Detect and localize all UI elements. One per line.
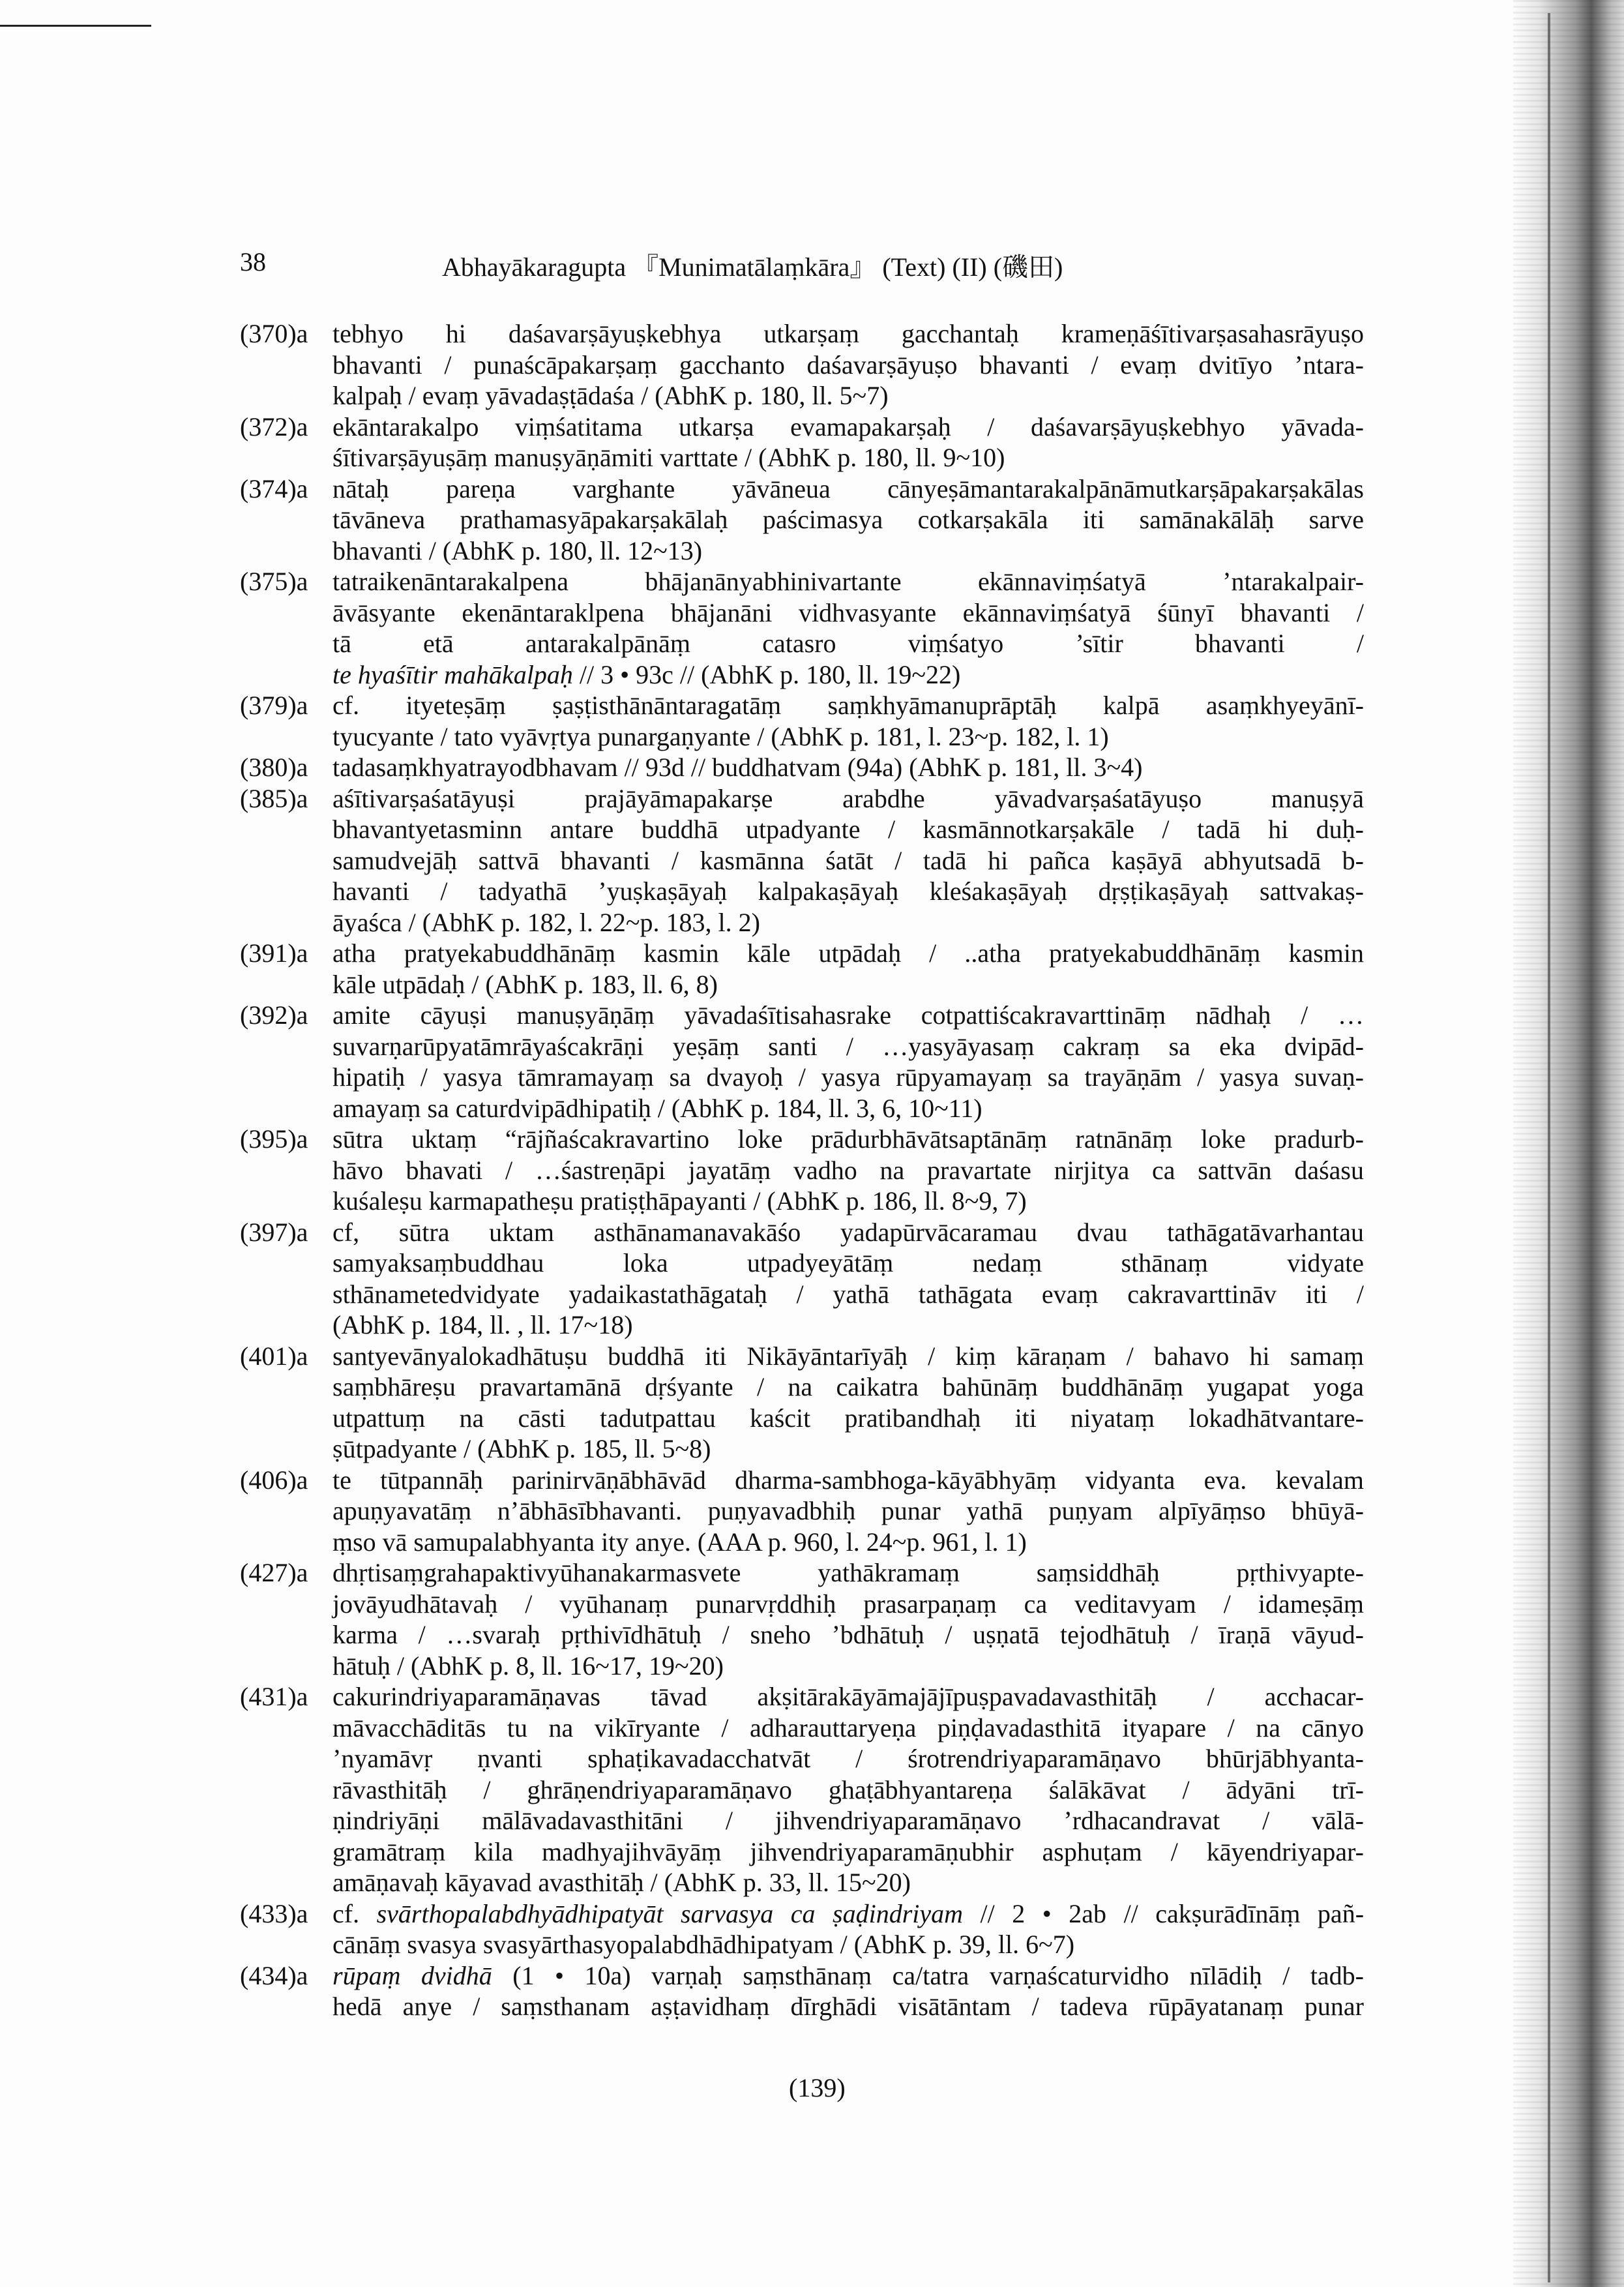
text-segment: cānāṃ svasya svasyārthasyopalabdhādhipatyam / (AbhK p. 39, ll. 6~7) <box>332 1930 1075 1959</box>
text-line <box>332 1619 1364 1651</box>
text-segment: utpattuṃ na cāsti tadutpattau kaścit pratibandhaḥ iti niyataṃ lokadhātvantare- <box>332 1403 1364 1433</box>
text-line <box>332 1031 1364 1062</box>
text-segment: havanti / tadyathā ’yuṣkaṣāyaḥ kalpakaṣāyaḥ kleśakaṣāyaḥ dṛṣṭikaṣāyaḥ sattvakaṣ- <box>332 876 1364 906</box>
note-label: (434)a <box>240 1960 308 1990</box>
text-line <box>332 1495 1364 1527</box>
page-number: 38 <box>240 247 266 277</box>
text-segment: sthānametedvidyate yadaikastathāgataḥ / yathā tathāgata evaṃ cakravarttināv iti / <box>332 1279 1364 1309</box>
text-segment: atha pratyekabuddhānāṃ kasmin kāle utpādaḥ / ..atha pratyekabuddhānāṃ kasmin <box>332 938 1364 968</box>
note-label: (392)a <box>240 1000 308 1030</box>
text-segment: (1 • 10a) varṇaḥ saṃsthānaṃ ca/tatra varṇaścaturvidho nīlādiḥ / tadb- <box>492 1960 1364 1990</box>
note-label: (370)a <box>240 319 308 348</box>
text-segment: apuṇyavatāṃ n’ābhāsībhavanti. puṇyavadbhiḥ punar yathā puṇyam alpīyāṃso bhūyā- <box>332 1496 1364 1525</box>
note-label: (431)a <box>240 1682 308 1711</box>
text-segment: tyucyante / tato vyāvṛtya punargaṇyante / (AbhK p. 181, l. 23~p. 182, l. 1) <box>332 721 1109 751</box>
text-segment: tebhyo hi daśavarṣāyuṣkebhya utkarṣaṃ gacchantaḥ krameṇāśītivarṣasahasrāyuṣo <box>332 319 1364 348</box>
text-line <box>332 876 1364 907</box>
text-segment: śītivarṣāyuṣāṃ manuṣyāṇāmiti varttate / (AbhK p. 180, ll. 9~10) <box>332 443 1005 472</box>
text-line <box>332 1589 1364 1620</box>
text-segment: amāṇavaḥ kāyavad avasthitāḥ / (AbhK p. 33, ll. 15~20) <box>332 1868 911 1897</box>
text-line <box>332 1217 1364 1248</box>
note-entry <box>240 783 1364 938</box>
italic-citation: te hyaśītir mahākalpaḥ <box>332 659 573 689</box>
text-segment: // 2 • 2ab // cakṣurādīnāṃ pañ- <box>963 1898 1365 1928</box>
note-text <box>332 1898 1364 1960</box>
note-entry <box>240 411 1364 473</box>
text-segment: kalpaḥ / evaṃ yāvadaṣṭādaśa / (AbhK p. 180, ll. 5~7) <box>332 381 889 410</box>
note-entry <box>240 690 1364 752</box>
text-line <box>332 1279 1364 1310</box>
text-segment: cf, sūtra uktam asthānamanavakāśo yadapūrvācaramau dvau tathāgatāvarhantau <box>332 1217 1364 1247</box>
text-line <box>332 535 1364 567</box>
text-segment: ṣūtpadyante / (AbhK p. 185, ll. 5~8) <box>332 1434 711 1463</box>
note-text <box>332 690 1364 752</box>
text-line <box>332 845 1364 876</box>
text-line <box>332 566 1364 597</box>
note-entry <box>240 1681 1364 1898</box>
text-line <box>332 752 1364 783</box>
text-line <box>332 659 1364 691</box>
note-entry <box>240 1217 1364 1341</box>
text-segment: ṇindriyāṇi mālāvadavasthitāni / jihvendriyaparamāṇavo ’rdhacandravat / vālā- <box>332 1806 1364 1835</box>
text-segment: hipatiḥ / yasya tāmramayaṃ sa dvayoḥ / yasya rūpyamayaṃ sa trayāṇām / yasya suvaṇ- <box>332 1062 1364 1092</box>
text-segment: amayaṃ sa caturdvipādhipatiḥ / (AbhK p. 184, ll. 3, 6, 10~11) <box>332 1093 982 1123</box>
scan-artifact-line <box>0 25 151 27</box>
note-text <box>332 1960 1364 2022</box>
note-entry <box>240 1465 1364 1558</box>
text-line <box>332 1991 1364 2022</box>
text-line <box>332 1309 1364 1341</box>
text-segment: cf. ityeteṣāṃ ṣaṣṭisthānāntaragatāṃ saṃkhyāmanuprāptāḥ kalpā asaṃkhyeyānī- <box>332 691 1364 720</box>
text-line <box>332 1774 1364 1806</box>
text-line <box>332 690 1364 721</box>
text-line <box>332 597 1364 629</box>
text-segment: gramātraṃ kila madhyajihvāyāṃ jihvendriyaparamāṇubhir asphuṭam / kāyendriyapar- <box>332 1836 1364 1866</box>
italic-citation: svārthopalabdhyādhipatyāt sarvasya ca ṣaḍindriyam <box>376 1898 964 1928</box>
note-text <box>332 1124 1364 1217</box>
text-segment: ṃso vā samupalabhyanta ity anye. (AAA p. 960, l. 24~p. 961, l. 1) <box>332 1527 1027 1557</box>
note-entry <box>240 473 1364 567</box>
text-line <box>332 380 1364 411</box>
text-segment: (AbhK p. 184, ll. , ll. 17~18) <box>332 1310 633 1339</box>
text-segment: kāle utpādaḥ / (AbhK p. 183, ll. 6, 8) <box>332 969 718 999</box>
text-line <box>332 1557 1364 1589</box>
text-segment: dhṛtisaṃgrahapaktivyūhanakarmasvete yathākramaṃ saṃsiddhāḥ pṛthivyapte- <box>332 1558 1364 1587</box>
text-segment: tā etā antarakalpānāṃ catasro viṃśatyo ’sītir bhavanti / <box>332 629 1364 658</box>
text-segment: sūtra uktaṃ “rājñaścakravartino loke prādurbhāvātsaptānāṃ ratnānāṃ loke pradurb- <box>332 1124 1364 1154</box>
note-entry <box>240 938 1364 1000</box>
text-segment: nātaḥ pareṇa varghante yāvāneua cānyeṣāmantarakalpānāmutkarṣāpakarṣakālas <box>332 473 1364 503</box>
text-segment: samudvejāḥ sattvā bhavanti / kasmānna śatāt / tadā hi pañca kaṣāyā abhyutsadā b- <box>332 845 1364 875</box>
text-line <box>332 504 1364 535</box>
text-segment: ekāntarakalpo viṃśatitama utkarṣa evamapakarṣaḥ / daśavarṣāyuṣkebhyo yāvada- <box>332 411 1364 441</box>
text-line <box>332 1651 1364 1682</box>
text-line <box>332 783 1364 815</box>
text-line <box>332 1836 1364 1868</box>
scan-edge-shadow <box>1513 0 1624 2287</box>
note-text <box>332 473 1364 567</box>
note-label: (433)a <box>240 1898 308 1928</box>
text-line <box>332 1371 1364 1403</box>
text-line <box>332 1929 1364 1960</box>
text-line <box>332 938 1364 969</box>
text-line <box>332 350 1364 381</box>
scan-edge-line <box>1548 13 1550 2282</box>
text-line <box>332 907 1364 938</box>
text-line <box>332 1960 1364 1992</box>
text-segment: hedā anye / saṃsthanam aṣṭavidhaṃ dīrghādi visātāntam / tadeva rūpāyatanaṃ punar <box>332 1992 1364 2021</box>
text-segment: bhavanti / punaścāpakarṣaṃ gacchanto daśavarṣāyuṣo bhavanti / evaṃ dvitīyo ’ntara- <box>332 350 1364 380</box>
text-line <box>332 1124 1364 1155</box>
note-text <box>332 318 1364 411</box>
text-line <box>332 1743 1364 1774</box>
note-label: (427)a <box>240 1558 308 1587</box>
note-label: (374)a <box>240 473 308 503</box>
note-entry <box>240 1960 1364 2022</box>
italic-citation: rūpaṃ dvidhā <box>332 1960 492 1990</box>
text-segment: māvacchāditās tu na vikīryante / adharauttaryeṇa piṇḍavadasthitā ityapare / na cānyo <box>332 1712 1364 1742</box>
note-label: (395)a <box>240 1124 308 1154</box>
note-entry <box>240 318 1364 411</box>
note-entry <box>240 1000 1364 1124</box>
text-line <box>332 1867 1364 1898</box>
note-text <box>332 1557 1364 1681</box>
text-segment: jovāyudhātavaḥ / vyūhanaṃ punarvṛddhiḥ prasarpaṇaṃ ca veditavyam / idameṣāṃ <box>332 1589 1364 1619</box>
text-segment: tatraikenāntarakalpena bhājanānyabhinivartante ekānnaviṃśatyā ’ntarakalpair- <box>332 567 1364 596</box>
text-line <box>332 1155 1364 1186</box>
text-line <box>332 1062 1364 1093</box>
text-line <box>332 473 1364 505</box>
text-segment: rāvasthitāḥ / ghrāṇendriyaparamāṇavo ghaṭābhyantareṇa śalākāvat / ādyāni trī- <box>332 1774 1364 1804</box>
text-segment: cf. <box>332 1898 377 1928</box>
note-entry <box>240 566 1364 690</box>
text-segment: santyevānyalokadhātuṣu buddhā iti Nikāyāntarīyāḥ / kiṃ kāraṇam / bahavo hi samaṃ <box>332 1341 1364 1371</box>
text-line <box>332 442 1364 473</box>
note-label: (372)a <box>240 411 308 441</box>
text-line <box>332 411 1364 443</box>
note-entry <box>240 1124 1364 1217</box>
text-line <box>332 1898 1364 1930</box>
notes-body <box>240 318 1364 2022</box>
text-segment: // 3 • 93c // (AbhK p. 180, ll. 19~22) <box>572 659 961 689</box>
note-text <box>332 1000 1364 1124</box>
text-segment: tadasaṃkhyatrayodbhavam // 93d // buddhatvam (94a) (AbhK p. 181, ll. 3~4) <box>332 753 1143 782</box>
text-segment: karma / …svaraḥ pṛthivīdhātuḥ / sneho ’bdhātuḥ / uṣṇatā tejodhātuḥ / īraṇā vāyud- <box>332 1620 1364 1649</box>
text-line <box>332 318 1364 350</box>
text-segment: saṃbhāreṣu pravartamānā dṛśyante / na caikatra bahūnāṃ buddhānāṃ yugapat yoga <box>332 1372 1364 1401</box>
note-text <box>332 566 1364 690</box>
text-line <box>332 1341 1364 1372</box>
text-line <box>332 1433 1364 1465</box>
note-label: (379)a <box>240 691 308 720</box>
text-line <box>332 1527 1364 1558</box>
text-segment: bhavanti / (AbhK p. 180, ll. 12~13) <box>332 535 703 565</box>
note-text <box>332 783 1364 938</box>
text-line <box>332 628 1364 659</box>
text-segment: cakurindriyaparamāṇavas tāvad akṣitārakāyāmajājīpuṣpavadavasthitāḥ / acchacar- <box>332 1682 1364 1711</box>
note-label: (380)a <box>240 753 308 782</box>
note-text <box>332 411 1364 473</box>
note-label: (401)a <box>240 1341 308 1371</box>
note-entry <box>240 1341 1364 1465</box>
text-segment: āyaśca / (AbhK p. 182, l. 22~p. 183, l. 2) <box>332 907 760 937</box>
text-segment: aśītivarṣaśatāyuṣi prajāyāmapakarṣe arabdhe yāvadvarṣaśatāyuṣo manuṣyā <box>332 783 1364 813</box>
text-line <box>332 721 1364 753</box>
note-label: (375)a <box>240 567 308 596</box>
text-line <box>332 814 1364 845</box>
folio-number: (139) <box>789 2073 846 2102</box>
text-line <box>332 1403 1364 1434</box>
text-segment: amite cāyuṣi manuṣyāṇāṃ yāvadaśītisahasrake cotpattiścakravarttināṃ nādhaḥ / … <box>332 1000 1364 1030</box>
text-line <box>332 1000 1364 1031</box>
text-segment: bhavantyetasminn antare buddhā utpadyante / kasmānnotkarṣakāle / tadā hi duḥ- <box>332 815 1364 844</box>
text-line <box>332 1248 1364 1279</box>
note-entry <box>240 752 1364 783</box>
note-label: (406)a <box>240 1465 308 1495</box>
note-text <box>332 938 1364 1000</box>
text-segment: āvāsyante ekenāntaraklpena bhājanāni vidhvasyante ekānnaviṃśatyā śūnyī bhavanti / <box>332 597 1364 627</box>
note-entry <box>240 1898 1364 1960</box>
note-label: (391)a <box>240 938 308 968</box>
note-text <box>332 752 1364 783</box>
text-segment: suvarṇarūpyatāmrāyaścakrāṇi yeṣāṃ santi / …yasyāyasaṃ cakraṃ sa eka dvipād- <box>332 1031 1364 1061</box>
text-segment: samyaksaṃbuddhau loka utpadyeyātāṃ nedaṃ sthānaṃ vidyate <box>332 1248 1364 1278</box>
text-segment: tāvāneva prathamasyāpakarṣakālaḥ paścimasya cotkarṣakāla iti samānakālāḥ sarve <box>332 505 1364 534</box>
text-line <box>332 1465 1364 1496</box>
text-line <box>332 1093 1364 1124</box>
note-text <box>332 1217 1364 1341</box>
running-title: Abhayākaragupta 『Munimatālaṃkāra』 (Text) (II) (磯田) <box>442 252 1063 282</box>
text-segment: te tūtpannāḥ parinirvāṇābhāvād dharma-sambhoga-kāyābhyāṃ vidyanta eva. kevalam <box>332 1465 1364 1495</box>
note-text <box>332 1681 1364 1898</box>
text-line <box>332 1681 1364 1712</box>
note-entry <box>240 1557 1364 1681</box>
text-segment: kuśaleṣu karmapatheṣu pratiṣṭhāpayanti / (AbhK p. 186, ll. 8~9, 7) <box>332 1186 1027 1216</box>
note-text <box>332 1341 1364 1465</box>
text-line <box>332 1805 1364 1836</box>
text-line <box>332 1712 1364 1744</box>
text-line <box>332 969 1364 1000</box>
text-segment: hāvo bhavati / …śastreṇāpi jayatāṃ vadho na pravartate nirjitya ca sattvān daśasu <box>332 1155 1364 1185</box>
text-segment: ’nyamāvṛ ṇvanti sphaṭikavadacchatvāt / śrotrendriyaparamāṇavo bhūrjābhyanta- <box>332 1744 1364 1773</box>
note-label: (385)a <box>240 783 308 813</box>
text-segment: hātuḥ / (AbhK p. 8, ll. 16~17, 19~20) <box>332 1651 724 1681</box>
note-text <box>332 1465 1364 1558</box>
note-label: (397)a <box>240 1217 308 1247</box>
text-line <box>332 1186 1364 1217</box>
